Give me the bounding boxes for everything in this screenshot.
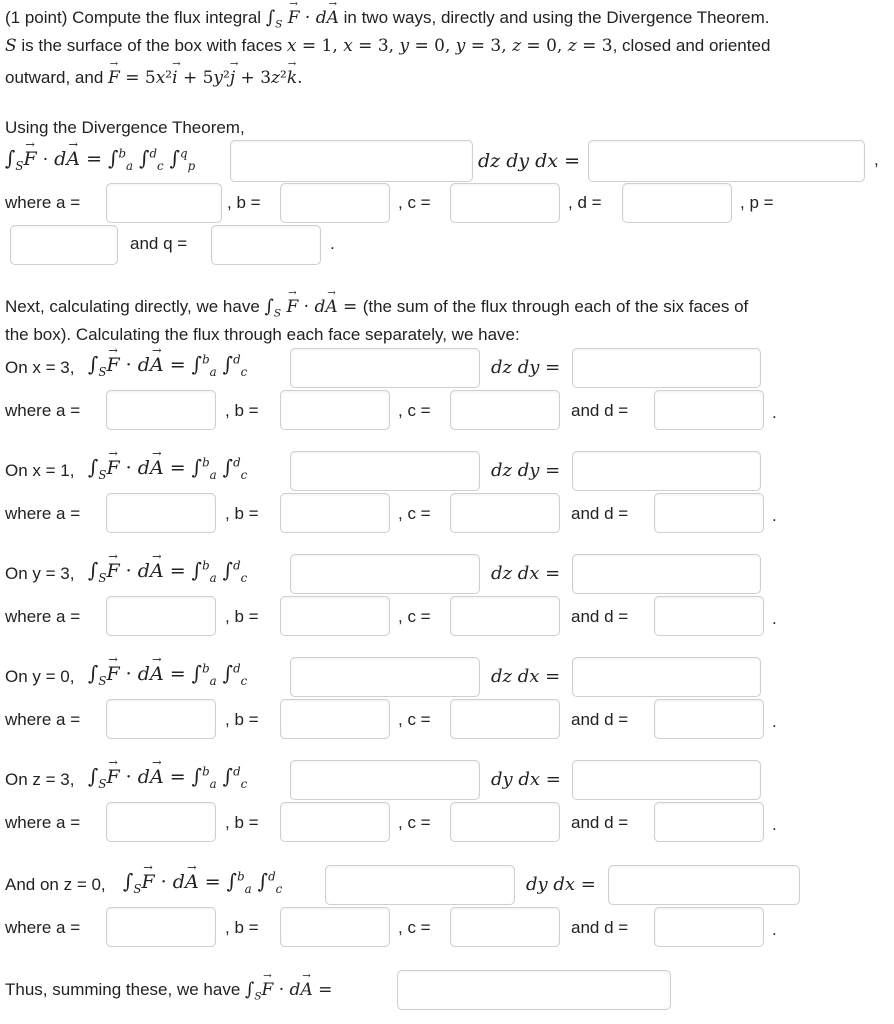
face-0-b-label: , b =	[225, 401, 259, 420]
face-4-b-label: , b =	[225, 813, 259, 832]
face-4-c-label: , c =	[398, 813, 431, 832]
face-3-b-input[interactable]	[280, 699, 390, 739]
face-3-period: .	[772, 712, 777, 731]
face-0-c-label: , c =	[398, 401, 431, 420]
div-b-input[interactable]	[280, 183, 390, 223]
face-3-a-input[interactable]	[106, 699, 216, 739]
face-5-value-input[interactable]	[608, 865, 800, 905]
face-3-integrand-input[interactable]	[290, 657, 480, 697]
div-comma: ,	[874, 150, 879, 169]
face-4-b-input[interactable]	[280, 802, 390, 842]
face-5-c-label: , c =	[398, 918, 431, 937]
div-integrand-input[interactable]	[230, 140, 473, 182]
div-c-input[interactable]	[450, 183, 560, 223]
face-0-label-text: On x = 3,	[5, 358, 75, 377]
face-3-where-a-label: where a =	[5, 710, 81, 729]
face-5-d-input[interactable]	[654, 907, 764, 947]
face-0-period: .	[772, 403, 777, 422]
face-1-and-d-label: and d =	[571, 504, 629, 523]
face-0-integrand-input[interactable]	[290, 348, 480, 388]
face-3-and-d-label: and d =	[571, 710, 629, 729]
face-0-integral: $\int_S\to F \cdot d\to A = \int^b_a$ ∫$^d_c$	[88, 352, 247, 379]
face-5-label-text: And on z = 0,	[5, 875, 106, 894]
face-1-b-label: , b =	[225, 504, 259, 523]
divergence-heading: Using the Divergence Theorem,	[5, 118, 245, 137]
div-differential: dz dy dx =	[478, 150, 580, 172]
face-5-and-d-label: and d =	[571, 918, 629, 937]
face-3-differential: dz dx =	[491, 666, 561, 687]
face-2-a-input[interactable]	[106, 596, 216, 636]
face-3-label	[5, 667, 74, 687]
face-2-differential: dz dx =	[491, 563, 561, 584]
face-1-value-input[interactable]	[572, 451, 761, 491]
direct-intro-line-1: Next, calculating directly, we have $\int_S \to F \cdot d\to A = (the$ sum of the flux through each of the six faces of	[5, 296, 748, 319]
face-5-b-input[interactable]	[280, 907, 390, 947]
face-2-label	[5, 564, 74, 584]
face-5-a-input[interactable]	[106, 907, 216, 947]
face-5-integral: $\int_S\to F \cdot d\to A = \int^b_a$ ∫$^d_c$	[123, 869, 282, 896]
face-1-period: .	[772, 506, 777, 525]
face-1-differential: dz dy =	[491, 460, 561, 481]
div-c-label: , c =	[398, 193, 431, 212]
face-2-where-a-label: where a =	[5, 607, 81, 626]
face-0-differential: dz dy =	[491, 357, 561, 378]
total-flux-input[interactable]	[397, 970, 671, 1010]
face-2-integral: $\int_S\to F \cdot d\to A = \int^b_a$ ∫$^d_c$	[88, 558, 247, 585]
summary-label: Thus, summing these, we have	[5, 980, 241, 999]
face-4-label	[5, 770, 74, 790]
div-d-label: , d =	[568, 193, 602, 212]
face-4-label-text: On z = 3,	[5, 770, 75, 789]
div-b-label: , b =	[227, 193, 261, 212]
face-0-where-a-label: where a =	[5, 401, 81, 420]
face-4-a-input[interactable]	[106, 802, 216, 842]
face-0-and-d-label: and d =	[571, 401, 629, 420]
face-3-label-text: On y = 0,	[5, 667, 75, 686]
face-4-period: .	[772, 815, 777, 834]
face-4-differential: dy dx =	[491, 769, 561, 790]
div-where-a-label: where a =	[5, 193, 81, 212]
face-1-d-input[interactable]	[654, 493, 764, 533]
face-2-b-label: , b =	[225, 607, 259, 626]
face-0-label	[5, 358, 74, 378]
face-3-d-input[interactable]	[654, 699, 764, 739]
face-2-c-input[interactable]	[450, 596, 560, 636]
face-4-and-d-label: and d =	[571, 813, 629, 832]
problem-line-2: S is the surface of the box with faces x = 1, x = 3, y = 0, y = 3, z = 0, z = 3, closed and oriented	[5, 36, 771, 56]
face-1-a-input[interactable]	[106, 493, 216, 533]
face-2-c-label: , c =	[398, 607, 431, 626]
divergence-integral: $\int_S\to F \cdot d\to A = \int^b_a$ ∫$^d_c$ ∫$^q_p$	[5, 146, 195, 173]
face-3-b-label: , b =	[225, 710, 259, 729]
div-q-input[interactable]	[211, 225, 321, 265]
face-2-period: .	[772, 609, 777, 628]
div-period: .	[330, 234, 335, 253]
face-0-value-input[interactable]	[572, 348, 761, 388]
face-1-integrand-input[interactable]	[290, 451, 480, 491]
face-5-integrand-input[interactable]	[325, 865, 515, 905]
face-1-c-input[interactable]	[450, 493, 560, 533]
direct-intro-line-2: the box). Calculating the flux through each face separately, we have:	[5, 325, 520, 344]
summary-text: Thus, summing these, we have $\int_S\to F \cdot d\to A$ =	[5, 979, 332, 1002]
div-a-input[interactable]	[106, 183, 222, 223]
face-4-where-a-label: where a =	[5, 813, 81, 832]
face-5-b-label: , b =	[225, 918, 259, 937]
face-0-d-input[interactable]	[654, 390, 764, 430]
face-1-b-input[interactable]	[280, 493, 390, 533]
face-5-where-a-label: where a =	[5, 918, 81, 937]
face-0-c-input[interactable]	[450, 390, 560, 430]
face-1-integral: $\int_S\to F \cdot d\to A = \int^b_a$ ∫$^d_c$	[88, 455, 247, 482]
problem-line-1: (1 point) Compute the flux integral $\int_S \to F \cdot d\to A$ in two ways, directly and using the Divergence Theorem.	[5, 7, 769, 30]
face-4-value-input[interactable]	[572, 760, 761, 800]
face-3-c-label: , c =	[398, 710, 431, 729]
face-5-differential: dy dx =	[526, 874, 596, 895]
face-2-b-input[interactable]	[280, 596, 390, 636]
div-total-input[interactable]	[588, 140, 865, 182]
face-3-value-input[interactable]	[572, 657, 761, 697]
face-0-a-input[interactable]	[106, 390, 216, 430]
face-4-d-input[interactable]	[654, 802, 764, 842]
face-2-value-input[interactable]	[572, 554, 761, 594]
face-0-b-input[interactable]	[280, 390, 390, 430]
face-2-and-d-label: and d =	[571, 607, 629, 626]
face-5-label	[5, 875, 106, 895]
problem-line-3: outward, and → F = 5x²→ i + 5y²→ j + 3z²→ k.	[5, 68, 303, 88]
face-2-d-input[interactable]	[654, 596, 764, 636]
face-1-label	[5, 461, 74, 481]
face-1-where-a-label: where a =	[5, 504, 81, 523]
face-5-c-input[interactable]	[450, 907, 560, 947]
face-1-c-label: , c =	[398, 504, 431, 523]
div-d-input[interactable]	[622, 183, 732, 223]
face-4-integrand-input[interactable]	[290, 760, 480, 800]
face-1-label-text: On x = 1,	[5, 461, 75, 480]
face-2-integrand-input[interactable]	[290, 554, 480, 594]
face-2-label-text: On y = 3,	[5, 564, 75, 583]
face-3-c-input[interactable]	[450, 699, 560, 739]
face-5-period: .	[772, 920, 777, 939]
div-p-label: , p =	[740, 193, 774, 212]
div-and-q-label: and q =	[130, 234, 188, 253]
face-4-integral: $\int_S\to F \cdot d\to A = \int^b_a$ ∫$^d_c$	[88, 764, 247, 791]
face-3-integral: $\int_S\to F \cdot d\to A = \int^b_a$ ∫$^d_c$	[88, 661, 247, 688]
div-p-input[interactable]	[10, 225, 118, 265]
face-4-c-input[interactable]	[450, 802, 560, 842]
